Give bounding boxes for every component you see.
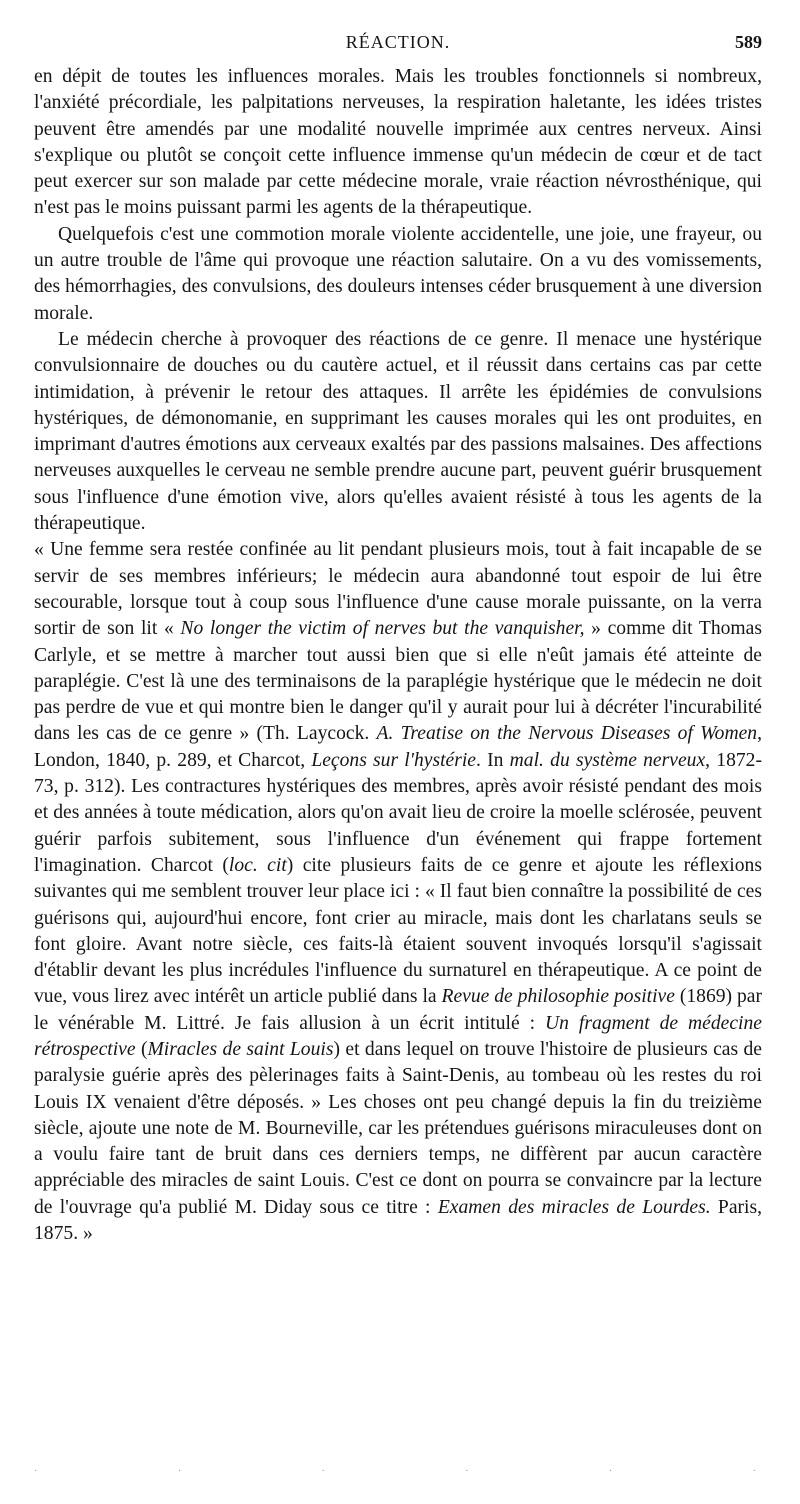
text-run: Paris, 1875. » — [34, 1196, 763, 1245]
running-header — [34, 30, 762, 58]
text-run: » comme dit Thomas Carlyle, et se mettre à marcher tout aussi bien que si elle n'eût jamais été atteinte de paraplégie. C'est là une des terminaisons de la paraplégie hystérique que le médecin ne doit pas perdre de vue et qui montre bien le danger qu'il y aurait pour lui à décréter l'incurabilité dans les cas de ce genre » (Th. Laycock. — [34, 618, 762, 745]
italic-text: Leçons sur l'hystérie — [311, 749, 476, 771]
text-run: . In — [475, 749, 510, 771]
text-run: (1869) par le vénérable M. Littré. Je fais allusion à un écrit intitulé : — [34, 986, 762, 1034]
body-paragraph — [34, 222, 762, 327]
italic-text: No longer the victim of nerves but the vanquisher, — [180, 618, 585, 640]
italic-text: mal. du système nerveux — [509, 749, 706, 771]
italic-text: loc. cit — [228, 854, 287, 876]
scan-mark: · — [608, 1466, 619, 1477]
running-title: RÉACTION. — [345, 32, 451, 52]
text-run: ) et dans lequel on trouve l'histoire de plusieurs cas de paralysie guérie après des pèlerinages faits à Saint-Denis, au tombeau où les restes du roi Louis IX venaient d'être déposés. » Les choses ont peu changé depuis la fin du treizième siècle, ajoute une note de M. Bourneville, car les prétendues guérisons miraculeuses dont on a voulu faire tant de bruit dans ces derniers temps, ne diffèrent par aucun caractère appréciable des miracles de saint Louis. C'est ce dont on pourra se convaincre par la lecture de l'ouvrage qu'a publié M. Diday sous ce titre : — [34, 1038, 762, 1218]
italic-text: Examen des miracles de Lourdes. — [437, 1196, 711, 1218]
text-run: , 1872-73, p. 312). Les contractures hystériques des membres, après avoir résisté pendant des mois et des années à toute médication, alors qu'on avait lieu de croire la moelle sclérosée, peuvent guérir parfois subitement, sous l'influence d'un événement qui frappe fortement l'imagination. Charcot ( — [34, 749, 762, 876]
text-run: Quelquefois c'est une commotion morale violente accidentelle, une joie, une frayeur, ou un autre trouble de l'âme qui provoque une réaction salutaire. On a vu des vomissements, des hémorrhagies, des convulsions, des douleurs intenses céder brusquement à une diversion morale. — [34, 223, 762, 324]
quote-paragraph — [34, 537, 762, 1247]
italic-text: Un fragment de médecine rétrospective — [34, 1012, 762, 1060]
italic-text: A. Treatise on the Nervous Diseases of Women — [376, 723, 758, 745]
body-paragraph — [34, 327, 762, 537]
page-number: 589 — [735, 32, 762, 52]
scan-mark: · — [177, 1466, 188, 1477]
scan-mark: · — [34, 1466, 44, 1477]
body-paragraph — [34, 64, 762, 222]
italic-text: Miracles de saint Louis — [147, 1038, 334, 1060]
text-run: « Une femme sera restée confinée au lit pendant plusieurs mois, tout à fait incapable de se servir de ses membres inférieurs; le médecin aura abandonné tout espoir de lui être secourable, lorsque tout à coup sous l'influence d'une cause morale puissante, on la verra sortir de son lit « — [34, 539, 762, 640]
scan-mark: · — [752, 1466, 762, 1477]
text-run: en dépit de toutes les influences morales. Mais les troubles fonctionnels si nombreux, l'anxiété précordiale, les palpitations nerveuses, la respiration haletante, les idées tristes peuvent être amendés par une modalité nouvelle imprimée aux centres nerveux. Ainsi s'explique ou plutôt se conçoit cette influence immense qu'un médecin de cœur et de tact peut exercer sur son malade par cette médecine morale, vraie réaction névrosthénique, qui n'est pas le moins puissant parmi les agents de la thérapeutique. — [34, 66, 762, 219]
scan-mark: · — [321, 1466, 331, 1477]
text-run: ) cite plusieurs faits de ce genre et ajoute les réflexions suivantes qui me semblent trouver leur place ici : « Il faut bien connaître la possibilité de ces guérisons qui, aujourd'hui encore, font crier au miracle, mais dont les charlatans seuls se font gloire. Avant notre siècle, ces faits-là étaient souvent invoqués lorsqu'il s'agissait d'établir devant les plus incrédules l'influence du surnaturel en thérapeutique. A ce point de vue, vous lirez avec intérêt un article publié dans la — [34, 854, 762, 1008]
book-page — [34, 30, 762, 1247]
scan-artifact-marks — [34, 1466, 762, 1477]
text-run: , London, 1840, p. 289, et Charcot, — [34, 723, 762, 771]
body-text — [34, 64, 762, 1247]
text-run: ( — [135, 1038, 148, 1060]
scan-mark: · — [465, 1466, 475, 1477]
text-run: Le médecin cherche à provoquer des réactions de ce genre. Il menace une hystérique convulsionnaire de douches ou du cautère actuel, et il réussit dans certains cas par cette intimidation, à prévenir le retour des attaques. Il arrête les épidémies de convulsions hystériques, de démonomanie, en supprimant les causes morales qui les ont produites, en imprimant d'autres émotions aux cerveaux exaltés par des passions malsaines. Des affections nerveuses auxquelles le cerveau ne semble prendre aucune part, peuvent guérir brusquement sous l'influence d'une émotion vive, alors qu'elles avaient résisté à tous les agents de la thérapeutique. — [34, 328, 762, 535]
italic-text: Revue de philosophie positive — [441, 986, 675, 1008]
